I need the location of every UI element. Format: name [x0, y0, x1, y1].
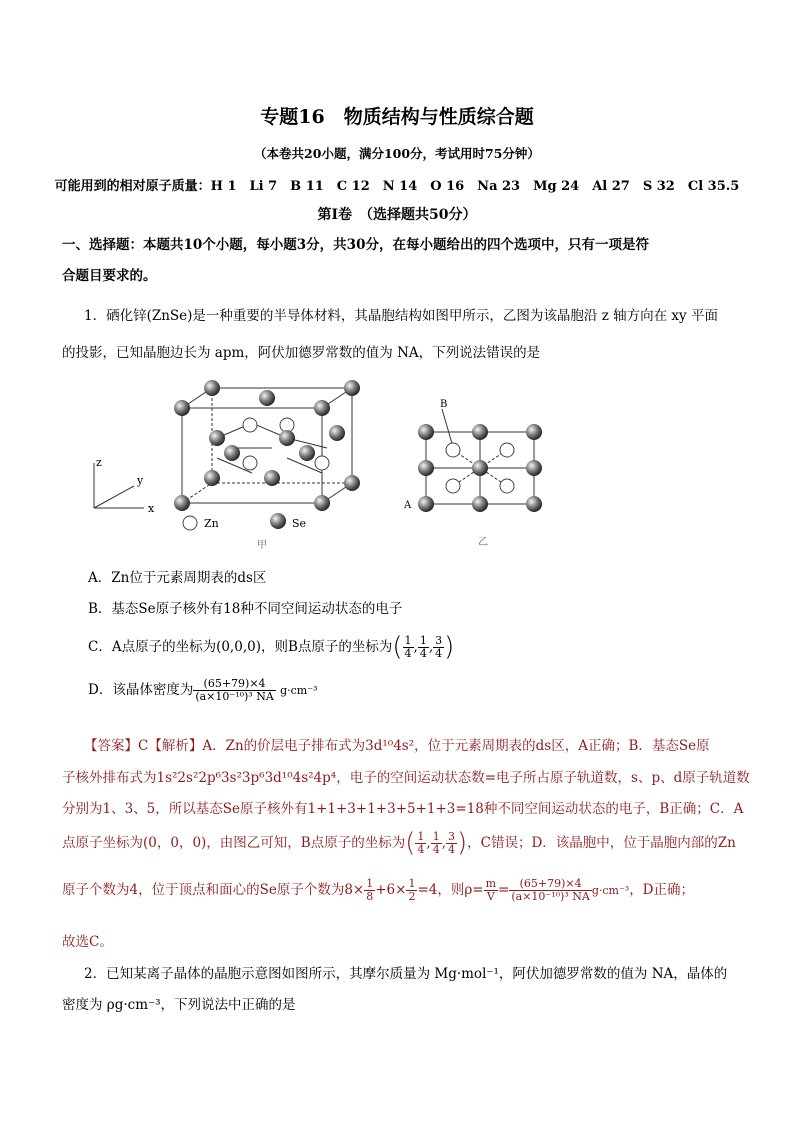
q1-answer-line4: 点原子坐标为(0，0，0)，由图乙可知，B点原子的坐标为( $\frac{1}{4}$ , $\frac{1}{4}$ , $\frac{3}{4}$ )，C错误；D．该晶胞中，位于晶胞内部的Zn: [62, 828, 736, 858]
se-atoms: [174, 380, 360, 511]
section-instruction-line2: 合题目要求的。: [62, 268, 157, 284]
q1-option-d: D．该晶体密度为 $\frac{(65+79)\times 4}{\text{(a×10⁻¹⁰)³ NA}}$ g·cm⁻³: [88, 677, 318, 704]
section-instruction-line1: 一、选择题：本题共10个小题，每小题3分，共30分，在每小题给出的四个选项中，只有一项是符: [62, 237, 649, 253]
q2-stem-line1: 2．已知某离子晶体的晶胞示意图如图所示，其摩尔质量为 Mg·mol⁻¹，阿伏加德罗常数的值为 NA，晶体的: [84, 966, 728, 982]
q1-option-b: B．基态Se原子核外有18种不同空间运动状态的电子: [88, 601, 403, 617]
unit-cell-figure: [82, 378, 382, 553]
q1-stem-line1: 1．硒化锌(ZnSe)是一种重要的半导体材料，其晶胞结构如图甲所示，乙图为该晶胞沿 z 轴方向在 xy 平面: [84, 308, 718, 324]
q1-option-a: A．Zn位于元素周期表的ds区: [88, 570, 267, 586]
label-b: B: [440, 399, 448, 410]
page-title: 专题16 物质结构与性质综合题: [260, 106, 534, 128]
q1-answer-line3: 分别为1、3、5，所以基态Se原子核外有1+1+3+1+3+5+1+3=18种不同空间运动状态的电子，B正确；C．A: [62, 801, 744, 817]
q1-answer-line2: 子核外排布式为1s²2s²2p⁶3s²3p⁶3d¹⁰4s²4p⁴，电子的空间运动状态数=电子所占原子轨道数，s、p、d原子轨道数: [62, 770, 750, 786]
q1-answer-line1: 【答案】C【解析】A．Zn的价层电子排布式为3d¹⁰4s²，位于元素周期表的ds区，A正确；B．基态Se原: [84, 738, 710, 754]
q1-stem-line2: 的投影，已知晶胞边长为 apm，阿伏加德罗常数的值为 NA，下列说法错误的是: [62, 345, 541, 361]
volume-heading: 第Ⅰ卷 （选择题共50分）: [317, 207, 477, 223]
q2-stem-line2: 密度为 ρg·cm⁻³，下列说法中正确的是: [62, 997, 296, 1013]
axis-y-label: y: [137, 474, 144, 487]
label-a: A: [404, 500, 412, 511]
projection-figure: [398, 395, 548, 550]
legend-zn: Zn: [204, 517, 219, 530]
fig-left-caption: 甲: [257, 540, 267, 551]
legend-se-icon: [270, 513, 286, 529]
atomic-masses: 可能用到的相对原子质量：H 1 Li 7 B 11 C 12 N 14 O 16 Na 23 Mg 24 Al 27 S 32 Cl 35.5: [54, 179, 740, 194]
axis-z-label: z: [96, 456, 102, 469]
axis-x-label: x: [148, 502, 155, 515]
q1-answer-line6: 故选C。: [62, 934, 113, 950]
q1-option-c: C．A点原子的坐标为(0,0,0)，则B点原子的坐标为( $\frac{1}{4}$ , $\frac{1}{4}$ , $\frac{3}{4}$ ): [88, 632, 455, 662]
legend-zn-icon: [183, 516, 197, 530]
legend-se: Se: [292, 517, 307, 530]
fig-right-caption: 乙: [478, 537, 488, 548]
q1-answer-line5: 原子个数为4，位于顶点和面心的Se原子个数为8× $\frac{1}{8}$ +6× $\frac{1}{2}$ =4，则ρ= $\frac{m}{V}$ = $\frac{(65+79)\times 4}{\text{(a×10⁻¹⁰)³ NA}}$ g·cm⁻³，D正确；: [62, 877, 695, 904]
exam-info: （本卷共20小题，满分100分，考试用时75分钟）: [254, 146, 540, 161]
